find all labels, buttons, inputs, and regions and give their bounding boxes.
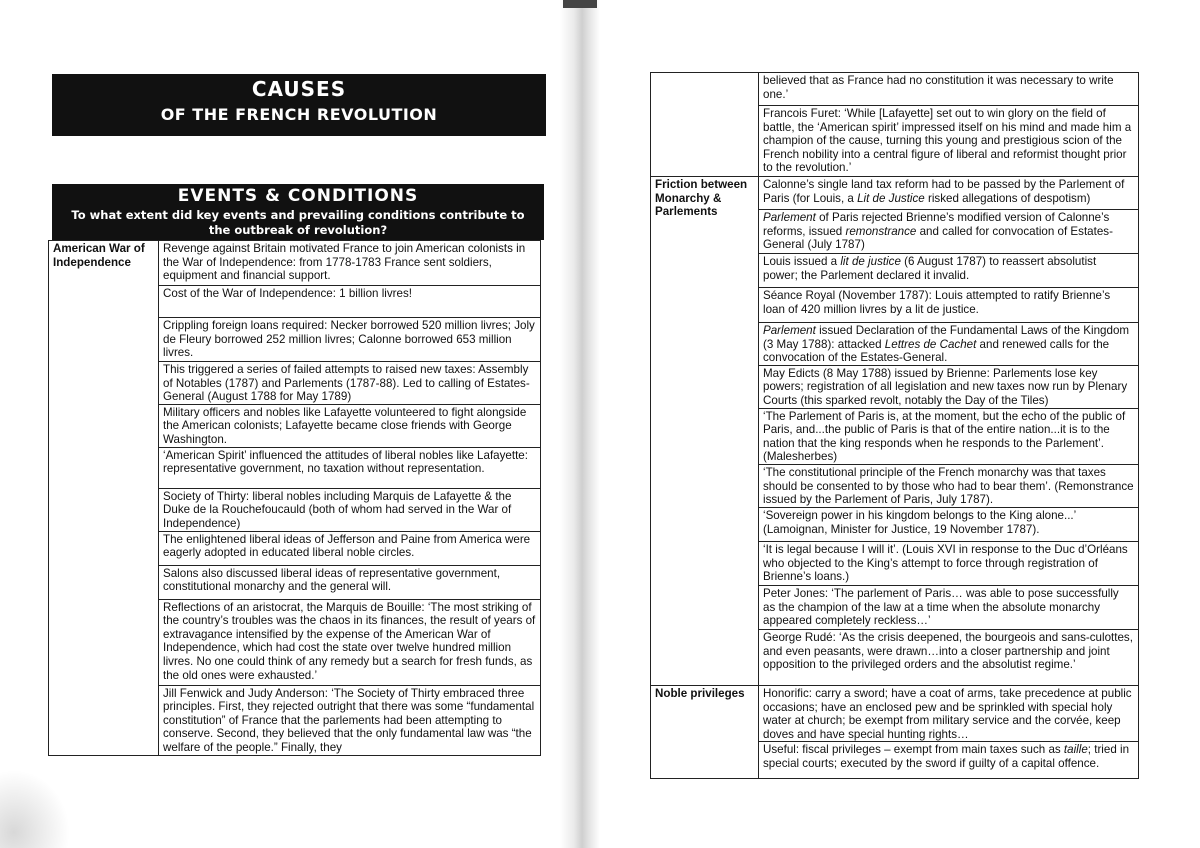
category-continued bbox=[651, 73, 759, 177]
table-row: Parlement of Paris rejected Brienne’s modified version of Calonne’s reforms, issued remonstrance and called for convocation of Estates-General (July 1787) bbox=[759, 210, 1139, 254]
table-row: Society of Thirty: liberal nobles including Marquis de Lafayette & the Duke de la Rouchefoucauld (both of whom had served in the War of Independence) bbox=[159, 488, 541, 531]
table-row: Revenge against Britain motivated France to join American colonists in the War of Independence: from 1778-1783 France sent soldiers, equipment and financial support. bbox=[159, 241, 541, 286]
events-question: To what extent did key events and prevailing conditions contribute to the outbreak of revolution? bbox=[71, 208, 525, 237]
category-american-war: American War of Independence bbox=[49, 241, 159, 756]
table-row: Louis issued a lit de justice (6 August 1787) to reassert absolutist power; the Parlement declared it invalid. bbox=[759, 254, 1139, 288]
table-row: Honorific: carry a sword; have a coat of arms, take precedence at public occasions; have an enclosed pew and be sprinkled with special holy water at church; be exempt from military service and the corvée, keep doves and have special hunting rights… bbox=[759, 685, 1139, 741]
table-row: Salons also discussed liberal ideas of representative government, constitutional monarchy and the general will. bbox=[159, 565, 541, 599]
table-row: Crippling foreign loans required: Necker borrowed 520 million livres; Joly de Fleury borrowed 252 million livres; Calonne borrowed 653 million livres. bbox=[159, 318, 541, 362]
table-row: Séance Royal (November 1787): Louis attempted to ratify Brienne’s loan of 420 million livres by a lit de justice. bbox=[759, 288, 1139, 323]
table-row: Francois Furet: ‘While [Lafayette] set out to win glory on the field of battle, the ‘American spirit’ impressed itself on his mind and made him a champion of the cause, turning this young and prestigious scion of the French nobility into a central figure of liberal and reformist thought prior to the revolution.’ bbox=[759, 106, 1139, 177]
table-row: ‘Sovereign power in his kingdom belongs to the King alone...’ (Lamoignan, Minister for Justice, 19 November 1787). bbox=[759, 507, 1139, 541]
table-row: ‘The constitutional principle of the French monarchy was that taxes should be consented to by those who had to bear them’. (Remonstrance issued by the Parlement of Paris, July 1787). bbox=[759, 464, 1139, 507]
table-row: This triggered a series of failed attempts to raised new taxes: Assembly of Notables (1787) and Parlements (1787-88). Led to calling of Estates-General (August 1788 for May 1789) bbox=[159, 362, 541, 405]
table-row: ‘It is legal because I will it’. (Louis XVI in response to the Duc d’Orléans who objected to the King’s attempt to force through registration of Brienne’s loans.) bbox=[759, 541, 1139, 585]
title-banner bbox=[52, 74, 546, 136]
table-row: ‘The Parlement of Paris is, at the moment, but the echo of the public of Paris, and...the public of Paris is that of the entire nation...it is to the nation that the king responds when he responds to the Parlement’. (Malesherbes) bbox=[759, 408, 1139, 464]
table-row: Jill Fenwick and Judy Anderson: ‘The Society of Thirty embraced three principles. First, they rejected outright that there was some “fundamental constitution” of France that the parlements had been attempting to conserve. Second, they believed that the only fundamental law was “the welfare of the people.” Finally, they bbox=[159, 685, 541, 755]
table-row: George Rudé: ‘As the crisis deepened, the bourgeois and sans-culottes, and even peasants, were drawn…into a closer partnership and joint opposition to the privileged orders and the absolutist regime.’ bbox=[759, 629, 1139, 685]
title-subtitle: OF THE FRENCH REVOLUTION bbox=[160, 105, 438, 124]
title-main: CAUSES bbox=[251, 77, 347, 101]
category-friction: Friction between Monarchy & Parlements bbox=[651, 177, 759, 686]
table-row: Parlement issued Declaration of the Fundamental Laws of the Kingdom (3 May 1788): attacked Lettres de Cachet and renewed calls for the convocation of the Estates-General. bbox=[759, 323, 1139, 366]
events-heading: EVENTS & CONDITIONS bbox=[177, 186, 419, 206]
table-row: Cost of the War of Independence: 1 billion livres! bbox=[159, 286, 541, 318]
table-row: believed that as France had no constitution it was necessary to write one.’ bbox=[759, 73, 1139, 106]
american-war-table bbox=[48, 240, 541, 756]
table-row: ‘American Spirit’ influenced the attitudes of liberal nobles like Lafayette: representative government, no taxation without representation. bbox=[159, 447, 541, 488]
table-row: Useful: fiscal privileges – exempt from main taxes such as taille; tried in special courts; executed by the sword if guilty of a capital offence. bbox=[759, 742, 1139, 779]
page-gutter bbox=[560, 0, 600, 848]
gutter-mark bbox=[563, 0, 597, 8]
table-row: Reflections of an aristocrat, the Marquis de Bouille: ‘The most striking of the country’s troubles was the chaos in its finances, the result of years of extravagance intensified by the expense of the American War of Independence, which had cost the state over twelve hundred million livres. No one could think of any remedy but a search for fresh funds, as the old ones were exhausted.’ bbox=[159, 599, 541, 685]
table-row: Military officers and nobles like Lafayette volunteered to fight alongside the American colonists; Lafayette became close friends with George Washington. bbox=[159, 404, 541, 447]
table-row: Calonne’s single land tax reform had to be passed by the Parlement of Paris (for Louis, a Lit de Justice risked allegations of despotism) bbox=[759, 177, 1139, 210]
scan-smudge bbox=[0, 770, 70, 848]
table-row: The enlightened liberal ideas of Jefferson and Paine from America were eagerly adopted in educated liberal noble circles. bbox=[159, 531, 541, 565]
table-row: Peter Jones: ‘The parlement of Paris… was able to pose successfully as the champion of the law at a time when the absolute monarchy appeared completely reckless…’ bbox=[759, 585, 1139, 629]
category-noble-privileges: Noble privileges bbox=[651, 685, 759, 778]
friction-table bbox=[650, 72, 1139, 779]
events-header bbox=[52, 184, 544, 240]
table-row: May Edicts (8 May 1788) issued by Brienne: Parlements lose key powers; registration of all legislation and new taxes now run by Plenary Courts (this sparked revolt, notably the Day of the Tiles) bbox=[759, 365, 1139, 408]
